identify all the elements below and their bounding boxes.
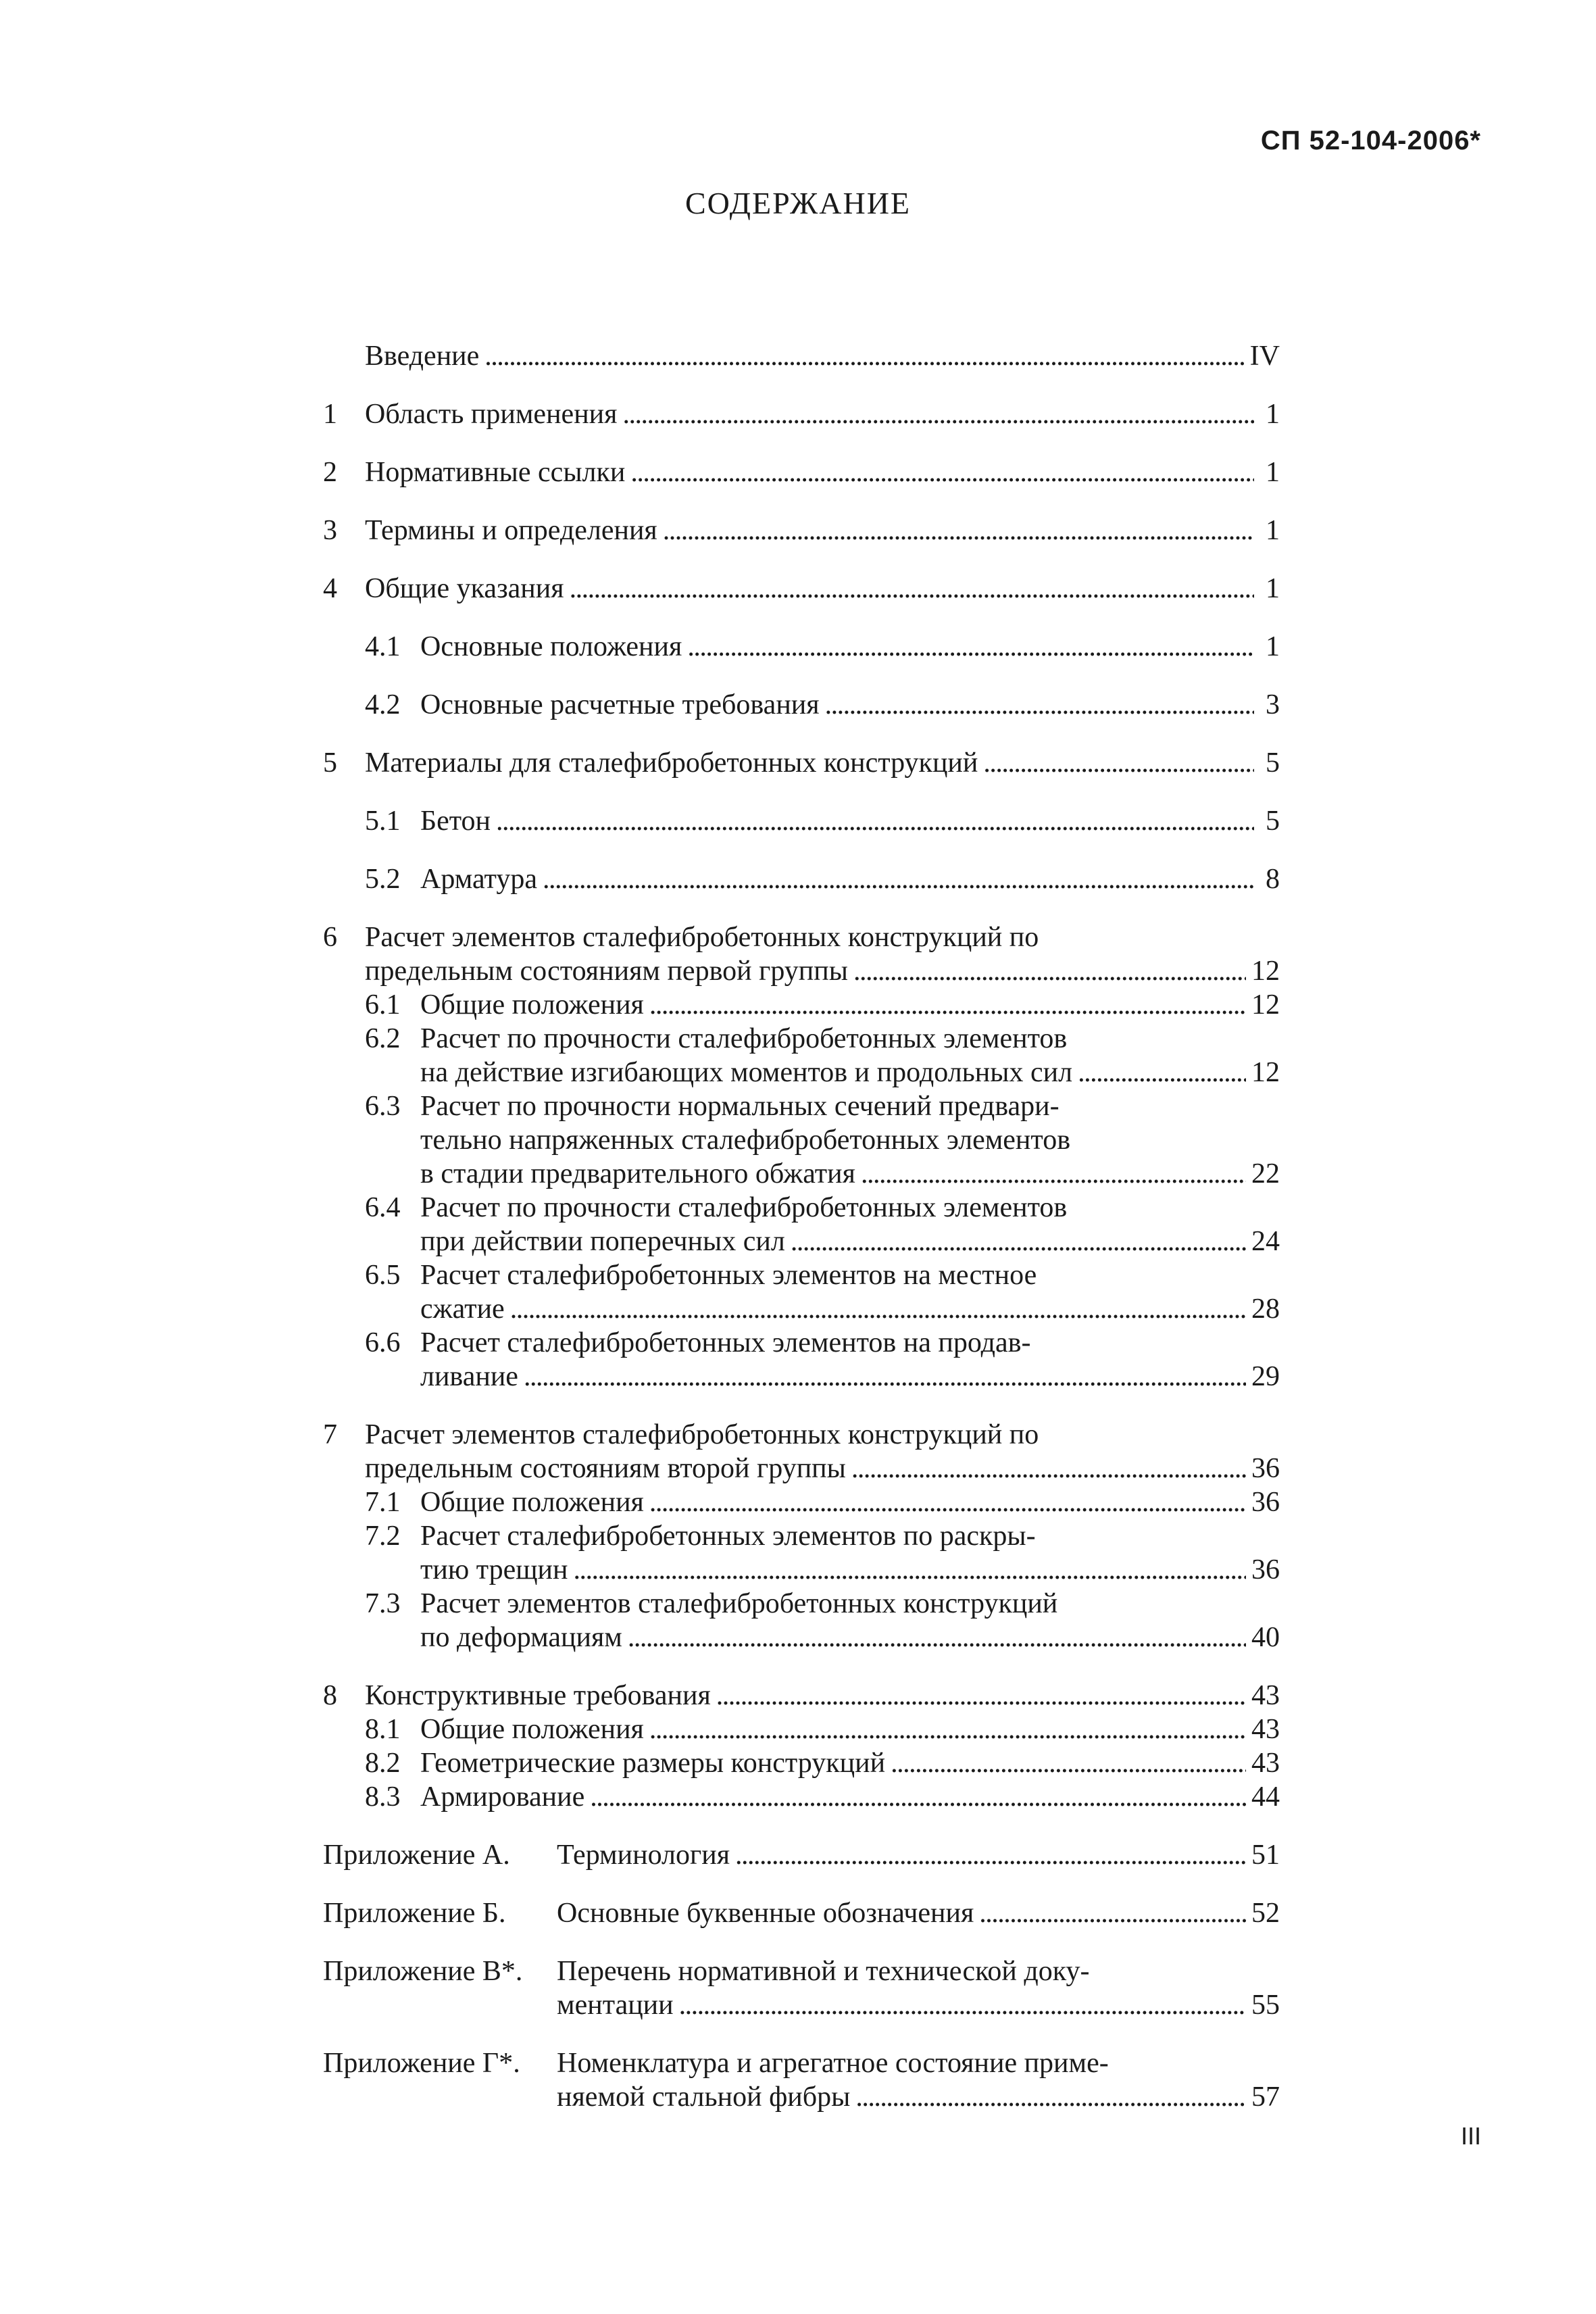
toc-entry-6-4[interactable] <box>323 1191 1280 1258</box>
toc-label-line1: Расчет по прочности сталефибробетонных элементов <box>420 1192 1068 1223</box>
dot-leader <box>679 1988 1246 2022</box>
dot-leader <box>649 1713 1246 1746</box>
toc-page: 5 <box>1266 806 1280 837</box>
toc-label-line2: при действии поперечных сил <box>420 1226 785 1257</box>
toc-page: 44 <box>1251 1781 1280 1813</box>
toc-entry-8-2[interactable] <box>323 1746 1280 1780</box>
toc-label-line2: тельно напряженных сталефибробетонных элементов <box>420 1125 1071 1156</box>
toc-page: 40 <box>1251 1622 1280 1653</box>
toc-entry-6-5[interactable] <box>323 1258 1280 1326</box>
toc-entry-3[interactable] <box>323 514 1280 547</box>
toc-entry-appendix-b[interactable] <box>323 1896 1280 1930</box>
toc-page: 1 <box>1266 457 1280 488</box>
table-of-contents <box>323 339 1280 2114</box>
toc-page: 12 <box>1251 1057 1280 1088</box>
appendix-prefix: Приложение А. <box>323 1840 510 1871</box>
toc-entry-8-1[interactable] <box>323 1713 1280 1746</box>
toc-number: 6.1 <box>365 989 401 1020</box>
toc-entry-4-2[interactable] <box>323 688 1280 722</box>
toc-page: 1 <box>1266 515 1280 546</box>
toc-label: Армирование <box>420 1781 585 1813</box>
toc-label: Терминология <box>557 1840 730 1871</box>
toc-entry-intro[interactable] <box>323 339 1280 373</box>
toc-label-line2: няемой стальной фибры <box>557 2082 851 2113</box>
dot-leader <box>543 862 1254 896</box>
toc-label-line1: Расчет по прочности сталефибробетонных элементов <box>420 1023 1068 1054</box>
toc-number: 8.3 <box>365 1781 401 1813</box>
dot-leader <box>853 954 1246 988</box>
toc-label: Нормативные ссылки <box>365 457 626 488</box>
toc-label: Область применения <box>365 399 618 430</box>
toc-entry-5-1[interactable] <box>323 804 1280 838</box>
toc-number: 8.1 <box>365 1714 401 1745</box>
toc-label-line2: тию трещин <box>420 1554 568 1585</box>
toc-entry-6[interactable] <box>323 920 1280 988</box>
toc-label: Термины и определения <box>365 515 657 546</box>
toc-number: 7.2 <box>365 1521 401 1552</box>
toc-number: 5.1 <box>365 806 401 837</box>
toc-label-line1: Расчет элементов сталефибробетонных конструкций по <box>365 922 1039 953</box>
toc-number: 4.1 <box>365 631 401 662</box>
toc-page: 3 <box>1266 689 1280 720</box>
toc-number: 8.2 <box>365 1748 401 1779</box>
dot-leader <box>891 1746 1246 1780</box>
page-number: III <box>1460 2122 1481 2150</box>
dot-leader <box>630 456 1254 489</box>
toc-page: 36 <box>1251 1487 1280 1518</box>
toc-page: 12 <box>1251 989 1280 1020</box>
toc-number: 5 <box>323 747 337 779</box>
toc-entry-1[interactable] <box>323 397 1280 431</box>
toc-label: Геометрические размеры конструкций <box>420 1748 886 1779</box>
toc-entry-appendix-a[interactable] <box>323 1838 1280 1872</box>
toc-label-line2: предельным состояниям второй группы <box>365 1453 846 1484</box>
toc-label-line2: ментации <box>557 1990 674 2021</box>
toc-entry-8[interactable] <box>323 1679 1280 1713</box>
toc-page: 1 <box>1266 399 1280 430</box>
toc-page: 57 <box>1251 2082 1280 2113</box>
dot-leader <box>484 339 1244 373</box>
toc-page: 55 <box>1251 1990 1280 2021</box>
toc-entry-4-1[interactable] <box>323 630 1280 664</box>
toc-label-line2: предельным состояниям первой группы <box>365 956 848 987</box>
toc-number: 7.1 <box>365 1487 401 1518</box>
toc-page: 24 <box>1251 1226 1280 1257</box>
dot-leader <box>622 397 1254 431</box>
toc-label-line3: в стадии предварительного обжатия <box>420 1158 855 1189</box>
toc-label-line1: Расчет сталефибробетонных элементов на продав- <box>420 1327 1031 1358</box>
toc-entry-appendix-v[interactable] <box>323 1954 1280 2022</box>
toc-number: 6.4 <box>365 1192 401 1223</box>
dot-leader <box>663 514 1254 547</box>
dot-leader <box>716 1679 1246 1713</box>
toc-label-line1: Расчет сталефибробетонных элементов по раскры- <box>420 1521 1036 1552</box>
dot-leader <box>510 1292 1246 1326</box>
dot-leader <box>649 988 1246 1022</box>
toc-label-line1: Расчет по прочности нормальных сечений предвари- <box>420 1091 1059 1122</box>
toc-page: 51 <box>1251 1840 1280 1871</box>
toc-entry-5[interactable] <box>323 746 1280 780</box>
toc-entry-7-2[interactable] <box>323 1519 1280 1587</box>
toc-page: 22 <box>1251 1158 1280 1189</box>
toc-label-line1: Номенклатура и агрегатное состояние приме- <box>557 2048 1109 2079</box>
dot-leader <box>855 2080 1246 2114</box>
toc-label-line2: по деформациям <box>420 1622 622 1653</box>
toc-page: 1 <box>1266 573 1280 604</box>
appendix-prefix: Приложение В*. <box>323 1956 523 1987</box>
dot-leader <box>861 1157 1246 1191</box>
toc-number: 4.2 <box>365 689 401 720</box>
toc-page: 43 <box>1251 1680 1280 1711</box>
toc-label-line2: сжатие <box>420 1294 505 1325</box>
toc-label-line1: Перечень нормативной и технической доку- <box>557 1956 1090 1987</box>
toc-label: Арматура <box>420 864 537 895</box>
toc-page: IV <box>1249 341 1280 372</box>
dot-leader <box>983 746 1254 780</box>
toc-entry-8-3[interactable] <box>323 1780 1280 1814</box>
toc-entry-5-2[interactable] <box>323 862 1280 896</box>
dot-leader <box>574 1553 1246 1587</box>
toc-entry-appendix-g[interactable] <box>323 2046 1280 2114</box>
toc-number: 1 <box>323 399 337 430</box>
toc-page: 36 <box>1251 1453 1280 1484</box>
toc-label: Основные расчетные требования <box>420 689 820 720</box>
toc-label: Общие положения <box>420 1487 644 1518</box>
toc-number: 6.3 <box>365 1091 401 1122</box>
dot-leader <box>496 804 1254 838</box>
toc-page: 8 <box>1266 864 1280 895</box>
document-code: СП 52-104-2006* <box>1260 126 1481 155</box>
toc-label: Общие указания <box>365 573 564 604</box>
toc-label: Основные буквенные обозначения <box>557 1898 974 1929</box>
toc-label-line1: Расчет элементов сталефибробетонных конструкций <box>420 1588 1058 1619</box>
toc-number: 5.2 <box>365 864 401 895</box>
toc-page: 52 <box>1251 1898 1280 1929</box>
dot-leader <box>791 1225 1246 1258</box>
toc-number: 6 <box>323 922 337 953</box>
dot-leader <box>687 630 1254 664</box>
toc-number: 7.3 <box>365 1588 401 1619</box>
toc-entry-2[interactable] <box>323 456 1280 489</box>
toc-entry-7-1[interactable] <box>323 1485 1280 1519</box>
toc-page: 43 <box>1251 1748 1280 1779</box>
toc-label-line1: Расчет сталефибробетонных элементов на местное <box>420 1260 1037 1291</box>
toc-label-line1: Расчет элементов сталефибробетонных конструкций по <box>365 1419 1039 1450</box>
dot-leader <box>570 572 1254 606</box>
dot-leader <box>735 1838 1246 1872</box>
toc-page: 43 <box>1251 1714 1280 1745</box>
toc-number: 6.5 <box>365 1260 401 1291</box>
toc-number: 2 <box>323 457 337 488</box>
toc-entry-7-3[interactable] <box>323 1587 1280 1654</box>
toc-entry-6-2[interactable] <box>323 1022 1280 1089</box>
toc-number: 6.6 <box>365 1327 401 1358</box>
toc-number: 4 <box>323 573 337 604</box>
toc-entry-6-3[interactable] <box>323 1089 1280 1191</box>
toc-page: 29 <box>1251 1361 1280 1392</box>
dot-leader <box>524 1360 1246 1394</box>
toc-number: 6.2 <box>365 1023 401 1054</box>
toc-entry-6-6[interactable] <box>323 1326 1280 1394</box>
toc-page: 1 <box>1266 631 1280 662</box>
dot-leader <box>649 1485 1246 1519</box>
toc-label-line2: на действие изгибающих моментов и продольных сил <box>420 1057 1073 1088</box>
toc-label: Общие положения <box>420 989 644 1020</box>
toc-page: 36 <box>1251 1554 1280 1585</box>
dot-leader <box>590 1780 1246 1814</box>
toc-label: Введение <box>365 341 480 372</box>
toc-label: Основные положения <box>420 631 682 662</box>
toc-entry-6-1[interactable] <box>323 988 1280 1022</box>
toc-entry-4[interactable] <box>323 572 1280 606</box>
toc-label: Материалы для сталефибробетонных конструкций <box>365 747 978 779</box>
dot-leader <box>851 1452 1246 1485</box>
toc-page: 12 <box>1251 956 1280 987</box>
appendix-prefix: Приложение Г*. <box>323 2048 520 2079</box>
toc-number: 3 <box>323 515 337 546</box>
toc-entry-7[interactable] <box>323 1418 1280 1485</box>
appendix-prefix: Приложение Б. <box>323 1898 506 1929</box>
toc-number: 8 <box>323 1680 337 1711</box>
toc-label: Конструктивные требования <box>365 1680 711 1711</box>
toc-label: Бетон <box>420 806 491 837</box>
dot-leader <box>628 1621 1246 1654</box>
toc-page: 28 <box>1251 1294 1280 1325</box>
dot-leader <box>1078 1056 1246 1089</box>
dot-leader <box>979 1896 1246 1930</box>
toc-label: Общие положения <box>420 1714 644 1745</box>
toc-number: 7 <box>323 1419 337 1450</box>
toc-label-line2: ливание <box>420 1361 518 1392</box>
dot-leader <box>825 688 1254 722</box>
page-title: СОДЕРЖАНИЕ <box>684 186 912 220</box>
toc-page: 5 <box>1266 747 1280 779</box>
